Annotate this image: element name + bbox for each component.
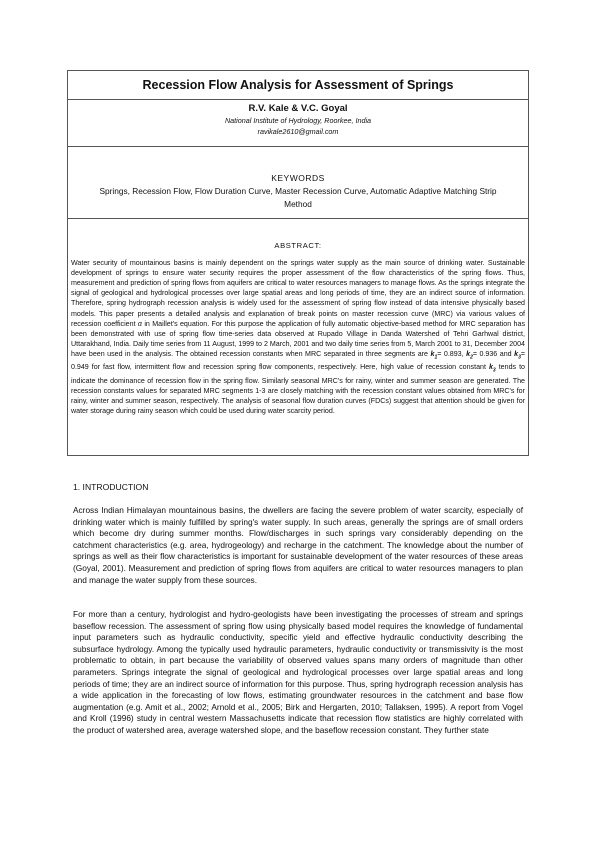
keywords-heading: KEYWORDS <box>271 173 325 183</box>
k3-symbol-second: $k_3$ <box>488 363 496 374</box>
intro-paragraph-1: Across Indian Himalayan mountainous basins, the dwellers are facing the severe problem of water scarcity, especially of drinking water which is mainly fulfilled by spring's water supply. In such areas, generally the springs are of small orders which become dry during summer months. Flow/discharges in such springs vary considerably depending on the catchment characteristics (e.g. area, hydrogeology) and recharge in the catchment. The knowledge about the number of springs as well as their flow characteristics is important for sustainable development of the water resources of these areas (Goyal, 2001). Measurement and prediction of spring flows from aquifers are critical to water resources managers to plan and manage the water supply from these sources. <box>73 505 523 585</box>
author-email: ravikale2610@gmail.com <box>257 127 339 136</box>
k1-value: = 0.893, <box>437 349 464 358</box>
alpha-symbol: α <box>137 319 142 328</box>
intro-paragraph-2: For more than a century, hydrologist and hydro-geologists have been investigating the processes of stream and springs baseflow recession. The assessment of spring flow using physically based model requires the knowledge of fundamental input parameters such as hydraulic conductivity, specific yield and effective hydraulic conductivity describing the subsurface hydrology. Among the typically used hydraulic parameters, hydraulic conductivity or transmissivity is the most problematic to obtain, in part because the variability of observed values spans many orders of magnitude than other parameters. Springs integrate the signal of geological and hydrological processes over large spatial areas and long periods of time; they are an indirect source of information for this purpose. Thus, spring hydrograph recession analysis has a wide application in the forecasting of low flows, estimating groundwater resources in the catchment and base flow augmentation (e.g. Amit et al., 2002; Arnold et al., 2005; Birk and Hergarten, 2010; Tallaksen, 1995). A report from Vogel and Kroll (1996) study in central western Massachusetts indicate that recession flow statistics are highly correlated with the product of watershed area, average watershed slope, and the baseflow recession constant. They further state <box>73 609 523 735</box>
k3-value: = 0.949 for fast flow, intermittent flow and recession spring flow components, respectively. Here, high value of recession constant <box>71 349 526 372</box>
abstract-part-1: Water security of mountainous basins is mainly dependent on the springs water supply as the main source of drinking water. Sustainable development of springs to ensure water security requires the proper assessment of the flow characteristics of the spring flows. Thus, measurement and prediction of spring flows from aquifers are critical to water resources managers to manage flows. As the springs integrate the signal of geological and hydrological processes over large spatial areas and long periods of time, they are an indirect source of information. Therefore, spring hydrograph recession analysis is widely used for the assessment of spring flow instead of data intensive physically based models. This paper presents a detailed analysis and explanation of break points on master recession curve (MRC) via various values of recession coefficient <box>71 259 525 328</box>
paper-title: Recession Flow Analysis for Assessment of Springs <box>142 78 454 92</box>
k2-symbol: $k_2$ <box>466 349 473 361</box>
abstract-part-2: in Maillet's equation. For this purpose the application of fully automatic objective-based method for MRC separation has been demonstrated with use of spring flow time-series data observed at Rupado Village in Danda Watershed of Tehri Garhwal district, Uttarakhand, India. Daily time series from 11 August, 1999 to 2 March, 2001 and two daily time series from 5, March 2001 to 31, December 2004 have been used in the analysis. The obtained recession constants when MRC separated in three segments are <box>71 319 525 358</box>
title-box <box>67 70 529 456</box>
k1-symbol: $k_1$ <box>430 349 438 361</box>
author-block <box>68 99 528 146</box>
k2-value: = 0.936 and <box>472 349 512 358</box>
keywords-list: Springs, Recession Flow, Flow Duration Curve, Master Recession Curve, Automatic Adaptive Matching Strip Method <box>99 186 497 209</box>
keywords-block <box>68 146 528 218</box>
abstract-part-3: tends to indicate the dominance of recession flow in the spring flow. Similarly seasonal MRC's for rainy, winter and summer season are generated. The recession constants values for separated MRC segments 1-3 are closely matching with the recession constant values obtained from MRC's for rainy, winter and summer season, respectively. The analysis of seasonal flow duration curves (FDCs) suggest that attention should be given for water storage during rainy season which could be used during water scarcity period. <box>71 363 525 416</box>
abstract-block <box>68 218 528 456</box>
affiliation: National Institute of Hydrology, Roorkee, India <box>224 116 372 125</box>
authors: R.V. Kale & V.C. Goyal <box>248 103 348 114</box>
section-heading-introduction: 1. INTRODUCTION <box>73 482 149 492</box>
abstract-heading: ABSTRACT: <box>274 241 322 250</box>
abstract-text <box>71 258 525 416</box>
k3-symbol: $k_3$ <box>514 349 521 361</box>
